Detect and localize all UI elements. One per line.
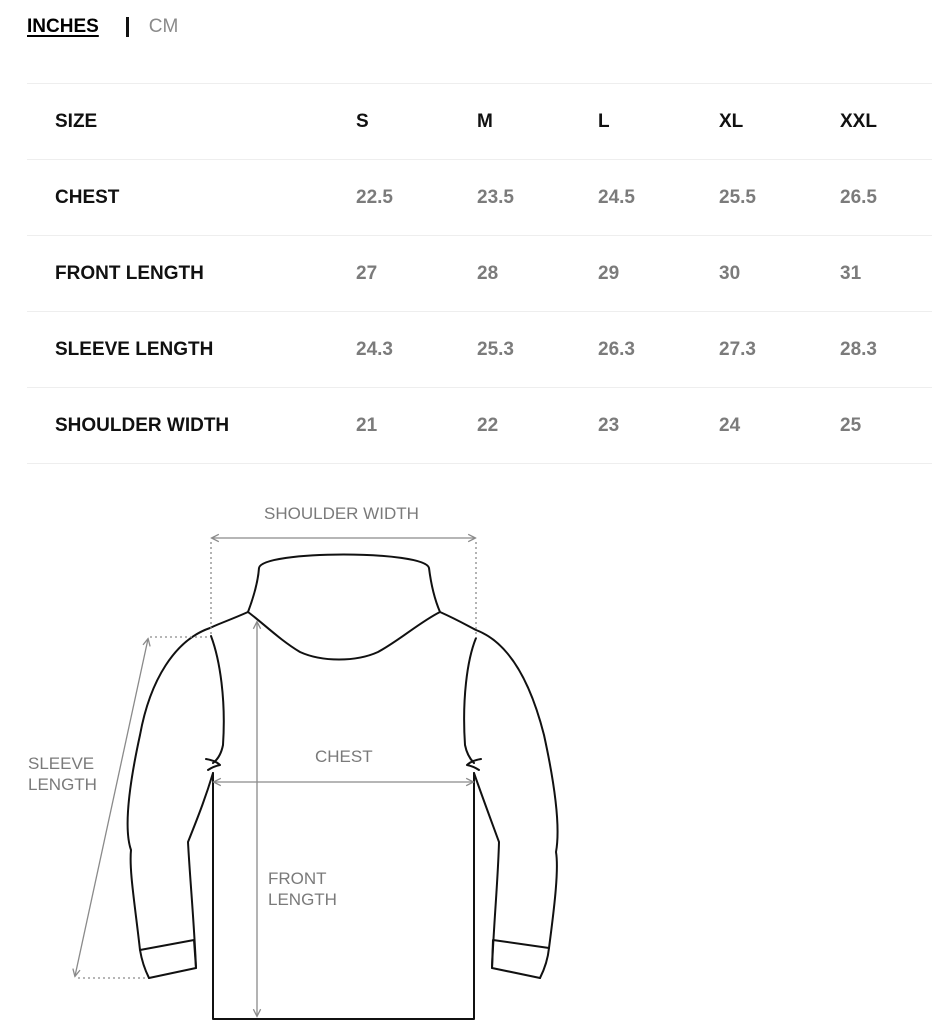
cell-value: 24.3 bbox=[356, 338, 393, 360]
front-length-label-line2: LENGTH bbox=[268, 890, 337, 909]
measurement-guides bbox=[75, 538, 476, 1016]
measurement-diagram bbox=[0, 470, 620, 1030]
shoulder-width-label: SHOULDER WIDTH bbox=[264, 504, 419, 523]
cell-value: 22.5 bbox=[356, 186, 393, 208]
header-xxl: XXL bbox=[840, 110, 877, 132]
unit-toggle bbox=[27, 14, 178, 40]
cell-value: 28 bbox=[477, 262, 499, 284]
front-length-label-line1: FRONT bbox=[268, 869, 327, 888]
header-s: S bbox=[356, 110, 369, 132]
cell-value: 24.5 bbox=[598, 186, 635, 208]
unit-cm-tab[interactable]: CM bbox=[148, 16, 179, 37]
row-label: SHOULDER WIDTH bbox=[55, 414, 230, 436]
table-row-sleeve-length bbox=[27, 312, 932, 388]
cell-value: 27.3 bbox=[719, 338, 756, 360]
cell-value: 23 bbox=[598, 414, 620, 436]
header-size: SIZE bbox=[55, 110, 98, 132]
cell-value: 24 bbox=[719, 414, 741, 436]
table-row-front-length bbox=[27, 236, 932, 312]
row-label: FRONT LENGTH bbox=[55, 262, 204, 284]
table-header-row bbox=[27, 84, 932, 160]
cell-value: 29 bbox=[598, 262, 620, 284]
cell-value: 31 bbox=[840, 262, 862, 284]
cell-value: 25.5 bbox=[719, 186, 756, 208]
header-l: L bbox=[598, 110, 610, 132]
table-row-chest bbox=[27, 160, 932, 236]
cell-value: 26.5 bbox=[840, 186, 877, 208]
sleeve-length-label-line1: SLEEVE bbox=[28, 754, 95, 773]
hoodie-outline-icon bbox=[128, 555, 558, 1020]
cell-value: 23.5 bbox=[477, 186, 514, 208]
unit-inches-tab[interactable]: INCHES bbox=[27, 16, 99, 37]
table-row-shoulder-width bbox=[27, 388, 932, 464]
chest-label: CHEST bbox=[315, 747, 373, 766]
row-label: CHEST bbox=[55, 186, 120, 208]
cell-value: 28.3 bbox=[840, 338, 877, 360]
cell-value: 21 bbox=[356, 414, 378, 436]
hoodie-diagram-svg bbox=[0, 470, 620, 1030]
cell-value: 27 bbox=[356, 262, 378, 284]
size-chart-table bbox=[27, 83, 932, 464]
cell-value: 25 bbox=[840, 414, 862, 436]
sleeve-length-label-line2: LENGTH bbox=[28, 775, 97, 794]
unit-separator bbox=[126, 17, 129, 37]
row-label: SLEEVE LENGTH bbox=[55, 338, 214, 360]
cell-value: 30 bbox=[719, 262, 741, 284]
cell-value: 25.3 bbox=[477, 338, 514, 360]
cell-value: 22 bbox=[477, 414, 499, 436]
cell-value: 26.3 bbox=[598, 338, 635, 360]
header-m: M bbox=[477, 110, 493, 132]
header-xl: XL bbox=[719, 110, 744, 132]
